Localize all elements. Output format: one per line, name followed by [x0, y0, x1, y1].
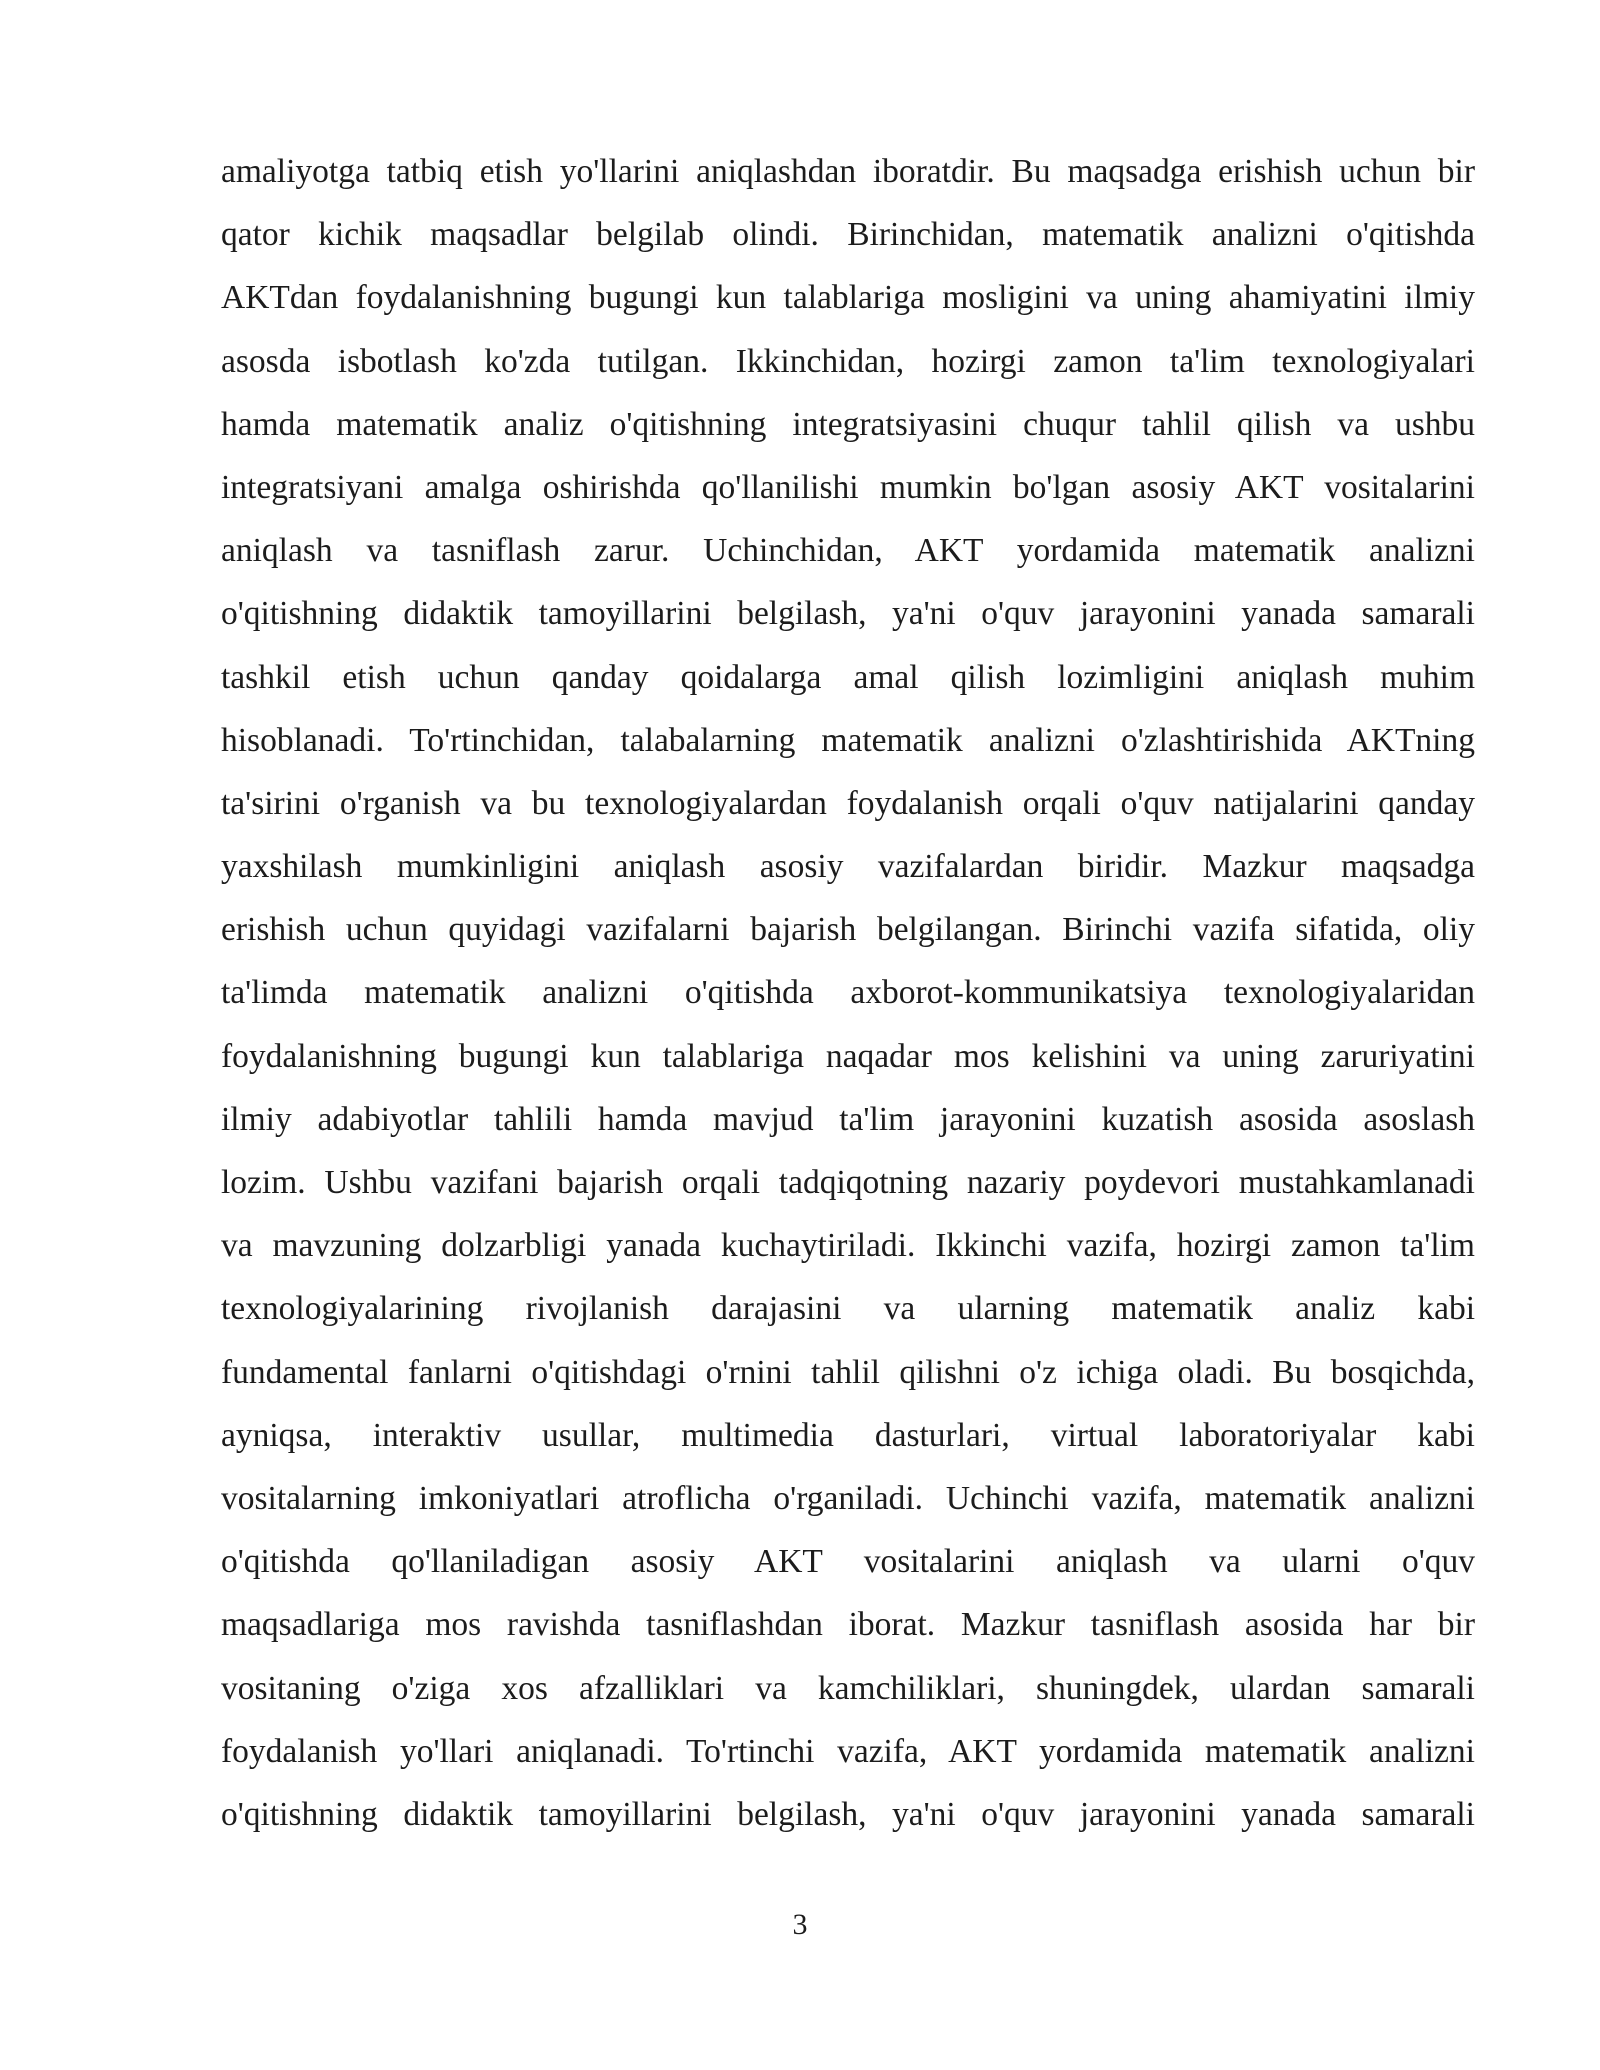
text-line: aniqlash va tasniflash zarur. Uchinchidan, AKT yordamida matematik analizni	[221, 532, 1475, 570]
text-line: fundamental fanlarni o'qitishdagi o'rnini tahlil qilishni o'z ichiga oladi. Bu bosqichda,	[221, 1353, 1475, 1391]
text-line: o'qitishning didaktik tamoyillarini belgilash, ya'ni o'quv jarayonini yanada samarali	[221, 1795, 1475, 1833]
text-line: hamda matematik analiz o'qitishning integratsiyasini chuqur tahlil qilish va ushbu	[221, 405, 1475, 443]
text-line: foydalanish yo'llari aniqlanadi. To'rtinchi vazifa, AKT yordamida matematik analizni	[221, 1732, 1475, 1770]
text-line: amaliyotga tatbiq etish yo'llarini aniqlashdan iboratdir. Bu maqsadga erishish uchun bir	[221, 153, 1475, 190]
text-line: AKTdan foydalanishning bugungi kun talablariga mosligini va uning ahamiyatini ilmiy	[221, 279, 1475, 317]
text-line: ta'limda matematik analizni o'qitishda axborot-kommunikatsiya texnologiyalaridan	[221, 974, 1475, 1012]
text-line: vositalarning imkoniyatlari atroflicha o'rganiladi. Uchinchi vazifa, matematik analizni	[221, 1479, 1475, 1517]
text-line: asosda isbotlash ko'zda tutilgan. Ikkinchidan, hozirgi zamon ta'lim texnologiyalari	[221, 342, 1475, 380]
body-text	[221, 140, 1475, 1846]
text-line: texnologiyalarining rivojlanish darajasini va ularning matematik analiz kabi	[221, 1290, 1475, 1328]
text-line: vositaning o'ziga xos afzalliklari va kamchiliklari, shuningdek, ulardan samarali	[221, 1669, 1475, 1707]
text-line: erishish uchun quyidagi vazifalarni bajarish belgilangan. Birinchi vazifa sifatida, oliy	[221, 911, 1475, 949]
text-line: o'qitishning didaktik tamoyillarini belgilash, ya'ni o'quv jarayonini yanada samarali	[221, 595, 1475, 633]
text-line: va mavzuning dolzarbligi yanada kuchaytiriladi. Ikkinchi vazifa, hozirgi zamon ta'lim	[221, 1227, 1475, 1265]
text-line: tashkil etish uchun qanday qoidalarga amal qilish lozimligini aniqlash muhim	[221, 658, 1475, 696]
text-line: yaxshilash mumkinligini aniqlash asosiy vazifalardan biridir. Mazkur maqsadga	[221, 848, 1475, 886]
text-line: ilmiy adabiyotlar tahlili hamda mavjud ta'lim jarayonini kuzatish asosida asoslash	[221, 1100, 1475, 1138]
text-line: ta'sirini o'rganish va bu texnologiyalardan foydalanish orqali o'quv natijalarini qanday	[221, 784, 1475, 822]
text-line: o'qitishda qo'llaniladigan asosiy AKT vositalarini aniqlash va ularni o'quv	[221, 1543, 1475, 1581]
text-line: qator kichik maqsadlar belgilab olindi. Birinchidan, matematik analizni o'qitishda	[221, 216, 1475, 254]
text-line: hisoblanadi. To'rtinchidan, talabalarning matematik analizni o'zlashtirishida AKTning	[221, 721, 1475, 759]
text-line: lozim. Ushbu vazifani bajarish orqali tadqiqotning nazariy poydevori mustahkamlanadi	[221, 1164, 1475, 1201]
text-line: ayniqsa, interaktiv usullar, multimedia dasturlari, virtual laboratoriyalar kabi	[221, 1416, 1475, 1454]
text-line: maqsadlariga mos ravishda tasniflashdan iborat. Mazkur tasniflash asosida har bir	[221, 1606, 1475, 1644]
text-line: foydalanishning bugungi kun talablariga naqadar mos kelishini va uning zaruriyatini	[221, 1037, 1475, 1075]
page-number: 3	[792, 1908, 808, 1941]
text-line: integratsiyani amalga oshirishda qo'llanilishi mumkin bo'lgan asosiy AKT vositalarini	[221, 468, 1475, 506]
